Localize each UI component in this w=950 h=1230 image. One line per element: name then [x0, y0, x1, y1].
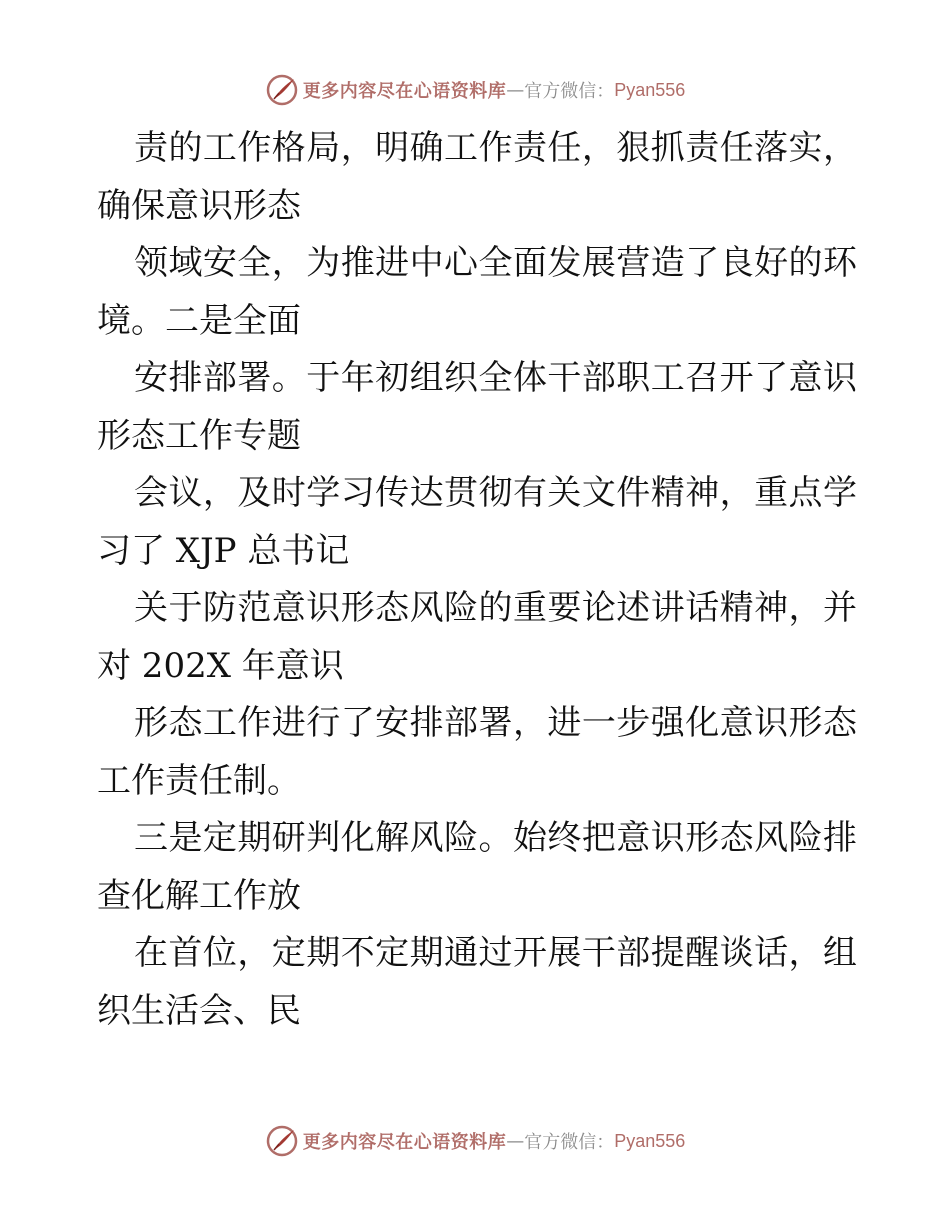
text-line: 形态工作专题	[97, 415, 301, 456]
text-line: 会议，及时学习传达贯彻有关文件精神，重点学	[134, 473, 857, 513]
text-line: 领域安全，为推进中心全面发展营造了良好的环	[134, 243, 857, 283]
text-line: 查化解工作放	[97, 875, 301, 916]
text-line: 安排部署。于年初组织全体干部职工召开了意识	[134, 358, 857, 398]
quill-pen-circle-icon	[265, 1124, 299, 1158]
text-line: 关于防范意识形态风险的重要论述讲话精神，并	[134, 588, 857, 628]
text-line: 确保意识形态	[97, 185, 301, 226]
banner-separator: —	[506, 79, 525, 101]
banner-slogan: 更多内容尽在心语资料库	[302, 81, 507, 102]
text-line: 习了 XJP 总书记	[97, 530, 350, 571]
header-banner	[0, 70, 950, 110]
text-line: 境。二是全面	[97, 300, 301, 341]
text-line: 在首位，定期不定期通过开展干部提醒谈话，组	[134, 933, 857, 973]
text-line: 责的工作格局，明确工作责任，狠抓责任落实，	[134, 128, 857, 168]
banner-wechat-label: 官方微信：	[524, 81, 615, 102]
banner-wechat-id: Pyan556	[614, 1130, 686, 1151]
text-line: 对 202X 年意识	[97, 645, 344, 686]
footer-banner	[0, 1121, 950, 1161]
text-line: 织生活会、民	[97, 990, 301, 1031]
banner-wechat-label: 官方微信：	[524, 1132, 615, 1153]
banner-slogan: 更多内容尽在心语资料库	[302, 1132, 507, 1153]
text-line: 工作责任制。	[97, 760, 301, 801]
banner-separator: —	[506, 1130, 525, 1152]
text-line: 三是定期研判化解风险。始终把意识形态风险排	[134, 818, 857, 858]
body-text	[97, 120, 857, 1040]
quill-pen-circle-icon	[265, 73, 299, 107]
banner-wechat-id: Pyan556	[614, 79, 686, 100]
text-line: 形态工作进行了安排部署，进一步强化意识形态	[134, 703, 857, 743]
